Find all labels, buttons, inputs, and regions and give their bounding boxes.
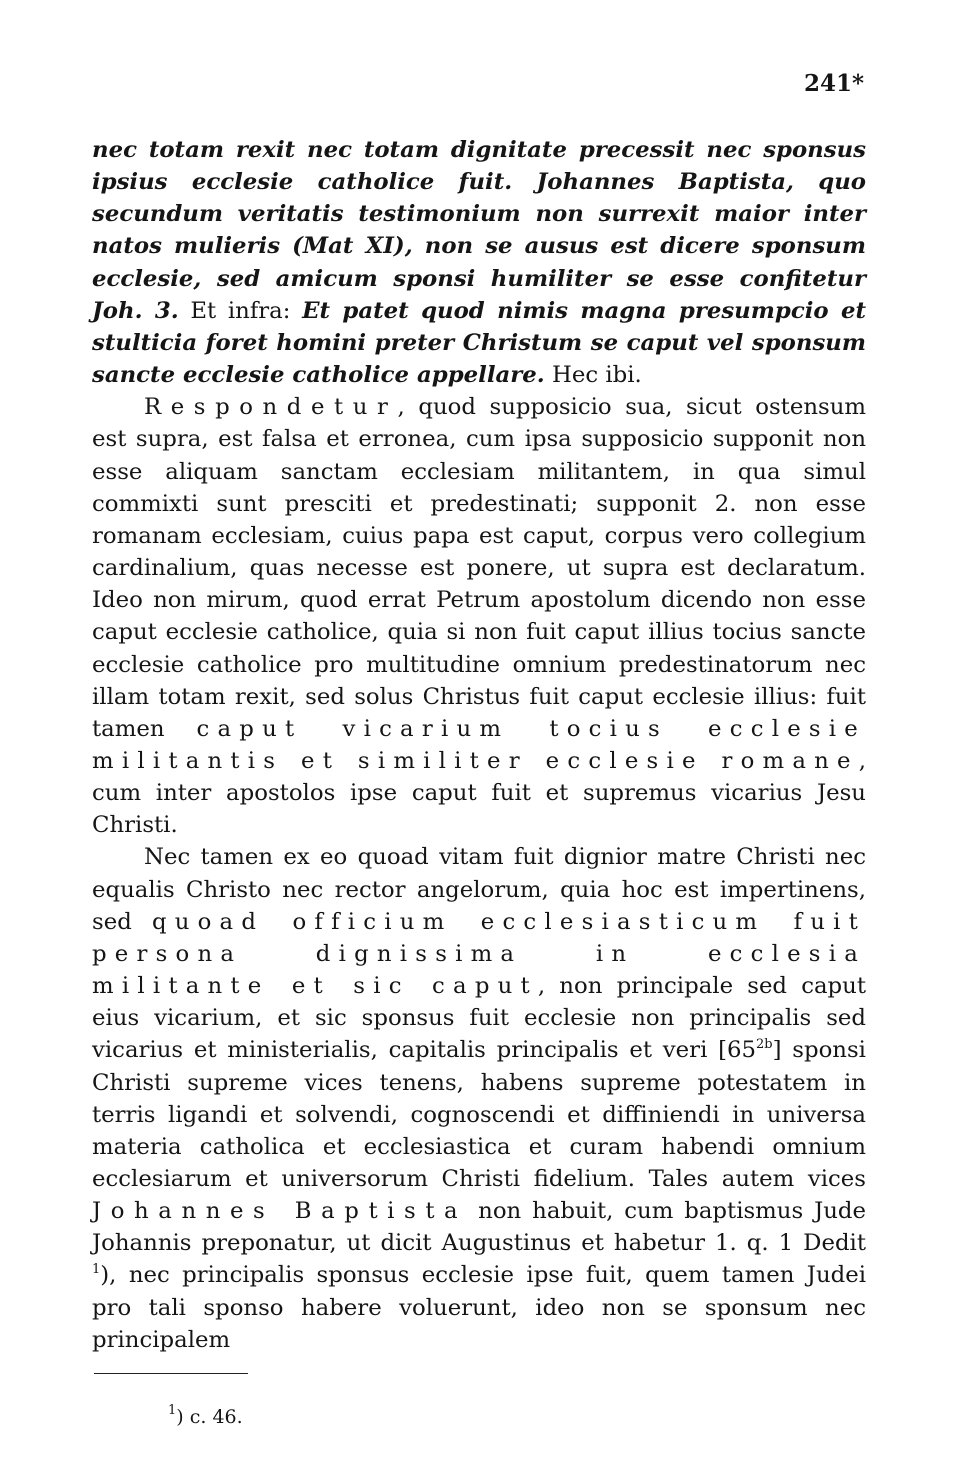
text-run: , cum inter apostolos ipse caput fuit et supremus vicarius Jesu Christi. [92, 747, 866, 839]
paragraph-1 [92, 134, 866, 391]
text-run: Et infra: [190, 297, 291, 324]
text-run: , quod supposicio sua, sicut ostensum est supra, est falsa et erronea, cum ipsa supposicio supponit non esse aliquam sanctam ecclesiam militantem, in qua simul commixti sunt presciti et predestinati; supponit 2. non esse romanam ecclesiam, cuius papa est caput, corpus vero collegium cardinalium, quas necesse est ponere, ut supra est declaratum. Ideo non mirum, quod errat Petrum apostolum dicendo non esse caput ecclesie catholice, quia si non fuit caput illius tocius sancte ecclesie catholice pro multitudine omnium predestinatorum nec illam totam rexit, sed solus Christus fuit caput ecclesie illius: fuit tamen [92, 394, 866, 742]
text-run: non habuit, cum baptismus Jude Johannis preponatur, ut dicit Augustinus et habetur 1. q. 1 Dedit [92, 1198, 866, 1257]
text-run: ] sponsi Christi supreme vices tenens, habens supreme potestatem in terris ligandi et solvendi, cognoscendi et diffiniendi in universa materia catholica et ecclesiastica et curam habendi omnium ecclesiarum et universorum Christi fidelium. Tales autem vices [92, 1037, 866, 1192]
text-run: ), nec principalis sponsus ecclesie ipse fuit, quem tamen Judei pro tali sponso habere voluerunt, ideo non se sponsum nec principalem [92, 1262, 866, 1353]
text-run: Hec ibi. [551, 362, 642, 389]
footnote [168, 1405, 243, 1429]
footnote-mark: 1 [168, 1403, 177, 1418]
paragraph-2 [92, 391, 866, 841]
superscript-folio: 2b [756, 1037, 773, 1053]
paragraph-3 [92, 841, 866, 1356]
footnote-reference: 1 [92, 1262, 101, 1278]
spaced-emphasis: Respondetur [144, 394, 398, 421]
quotation: nec totam rexit nec totam dignitate precessit nec sponsus ipsius ecclesie catholice fuit. Johannes Baptista, quo secundum veritatis testimonium non surrexit maior inter natos mulieris (Mat XI), non se ausus est dicere sponsum ecclesie, sed amicum sponsi humiliter se esse confitetur Joh. 3. [92, 137, 866, 324]
footnote-text: ) c. 46. [176, 1406, 243, 1428]
body-text [92, 134, 866, 1356]
spaced-emphasis: Johannes Baptista [92, 1198, 468, 1225]
text-run: Nec tamen ex eo quoad vitam fuit dignior matre Christi nec equalis Christo nec rector angelorum, quia hoc est impertinens, sed [92, 844, 866, 935]
page-number: 241* [803, 70, 864, 97]
footnote-divider [94, 1373, 248, 1374]
spaced-emphasis: caput vicarium tocius ecclesie militantis et similiter ecclesie romane [92, 715, 867, 774]
quotation: Et patet quod nimis magna presumpcio et stulticia foret homini preter Christum se caput vel sponsum sancte ecclesie catholice appellare. [92, 297, 866, 389]
text-run: , non principale sed caput eius vicarium, et sic sponsus fuit ecclesie non principalis sed vicarius et ministerialis, capitalis principalis et veri [65 [92, 973, 866, 1064]
spaced-emphasis: quoad officium ecclesiasticum fuit persona dignissima in ecclesia militante et sic caput [92, 908, 866, 1000]
